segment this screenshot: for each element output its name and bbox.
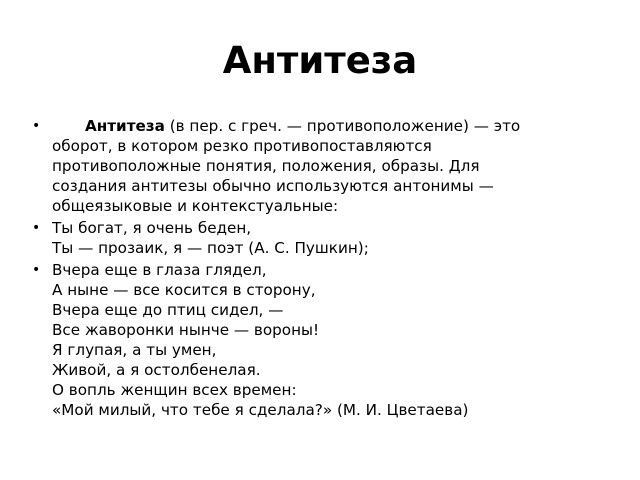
bullet-example-tsvetaeva	[32, 260, 582, 420]
tsvetaeva-line-5: Я глупая, а ты умен,	[52, 341, 217, 359]
definition-line-1	[52, 116, 582, 136]
bullet-definition	[32, 116, 582, 216]
definition-line-5: общеязыковые и контекстуальные:	[52, 197, 339, 215]
tsvetaeva-line-3: Вчера еще до птиц сидел, —	[52, 301, 284, 319]
definition-line-4: создания антитезы обычно используются антонимы —	[52, 177, 494, 195]
bullet-list	[32, 116, 582, 422]
definition-line-1-rest: (в пер. с греч. — противоположение) — это	[164, 117, 521, 135]
bullet-dot-icon: •	[32, 220, 41, 236]
slide-title: Антитеза	[222, 39, 418, 82]
bullet-dot-icon: •	[32, 262, 41, 278]
tsvetaeva-line-7: О вопль женщин всех времен:	[52, 381, 297, 399]
tsvetaeva-line-8: «Мой милый, что тебе я сделала?» (М. И. Цветаева)	[52, 401, 469, 419]
definition-line-2: оборот, в котором резко противопоставляются	[52, 137, 432, 155]
tsvetaeva-line-4: Все жаворонки нынче — вороны!	[52, 321, 320, 339]
pushkin-line-1: Ты богат, я очень беден,	[52, 219, 252, 237]
bullet-example-pushkin	[32, 218, 582, 258]
tsvetaeva-line-2: А ныне — все косится в сторону,	[52, 281, 316, 299]
tsvetaeva-line-1: Вчера еще в глаза глядел,	[52, 261, 267, 279]
bullet-dot-icon: •	[32, 118, 41, 134]
term-antithesis: Антитеза	[85, 117, 165, 135]
tsvetaeva-line-6: Живой, а я остолбенелая.	[52, 361, 261, 379]
definition-line-3: противоположные понятия, положения, образы. Для	[52, 157, 480, 175]
pushkin-line-2: Ты — прозаик, я — поэт (А. С. Пушкин);	[52, 239, 369, 257]
